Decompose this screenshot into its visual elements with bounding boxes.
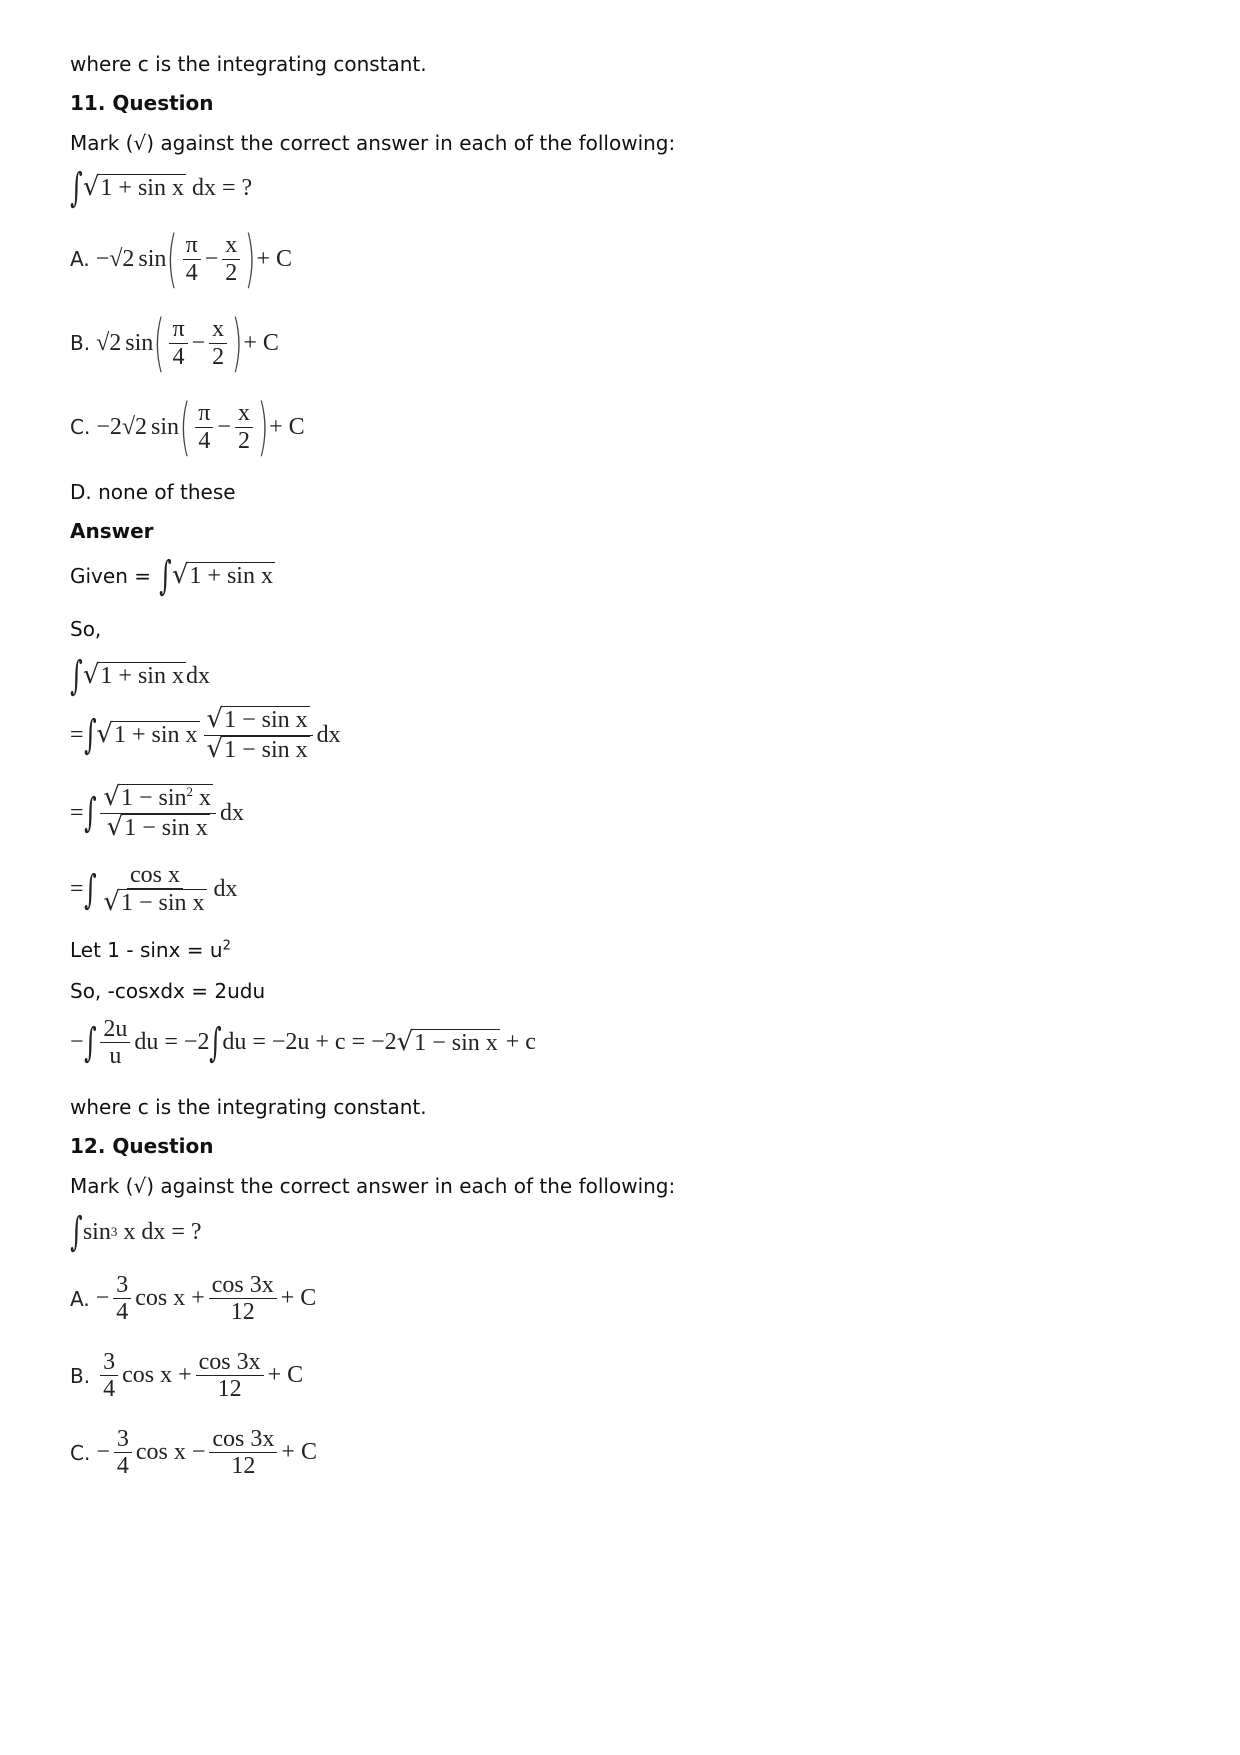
given-line: Given = ∫ √ 1 + sin x: [70, 553, 273, 599]
question-11-heading: 11. Question: [70, 91, 214, 115]
so-cos-line: So, -cosxdx = 2udu: [70, 979, 266, 1003]
q12-option-b[interactable]: B. $\frac{3}{4}$ cos x + $\frac{\cos 3x}{12}$ + C: [70, 1349, 304, 1403]
q12-option-a[interactable]: A. − $\frac{3}{4}$ cos x + $\frac{\cos 3x}{12}$ + C: [70, 1272, 317, 1326]
question-12-expression: ∫ sin 3 x dx = ?: [70, 1209, 202, 1255]
question-12-instruction: Mark (√) against the correct answer in each of the following:: [70, 1174, 676, 1198]
question-11-expression: ∫ √ 1 + sin x dx = ?: [70, 165, 253, 211]
option-b[interactable]: B. √2 sin ( $\frac{\pi}{4}$ − $\frac{x}{2}$ ) + C: [70, 306, 279, 379]
final-result: − ∫ $\frac{2u}{u}$ du = −2 ∫ du = −2u + c = −2 √ 1 − sin x + c: [70, 1016, 536, 1070]
q12-option-c[interactable]: C. − $\frac{3}{4}$ cos x − $\frac{\cos 3x}{12}$ + C: [70, 1426, 317, 1480]
answer-heading: Answer: [70, 519, 154, 543]
option-a[interactable]: A. −√2 sin ( $\frac{\pi}{4}$ − $\frac{x}{2}$ ) + C: [70, 222, 293, 295]
so-label: So,: [70, 617, 102, 641]
integral-sign: ∫: [70, 165, 83, 211]
closing-text: where c is the integrating constant.: [70, 52, 427, 76]
step-1: ∫ √ 1 + sin x dx: [70, 653, 210, 699]
option-c[interactable]: C. −2√2 sin ( $\frac{\pi}{4}$ − $\frac{x}{2}$ ) + C: [70, 390, 305, 463]
question-12-heading: 12. Question: [70, 1134, 214, 1158]
option-d[interactable]: D. none of these: [70, 480, 236, 504]
closing-text-2: where c is the integrating constant.: [70, 1095, 427, 1119]
step-4: = ∫ cos x √ 1 − sin x dx: [70, 862, 238, 918]
step-3: = ∫ √ $1 - \sin^2 x$ √ 1 − sin x dx: [70, 782, 245, 842]
sqrt: √ 1 + sin x: [82, 171, 184, 202]
let-line: Let $1 - \sin x = u^2$: [70, 938, 231, 962]
step-2: = ∫ √ 1 + sin x √ 1 − sin x √ 1 − sin x dx: [70, 704, 341, 764]
question-11-instruction: Mark (√) against the correct answer in each of the following:: [70, 131, 676, 155]
